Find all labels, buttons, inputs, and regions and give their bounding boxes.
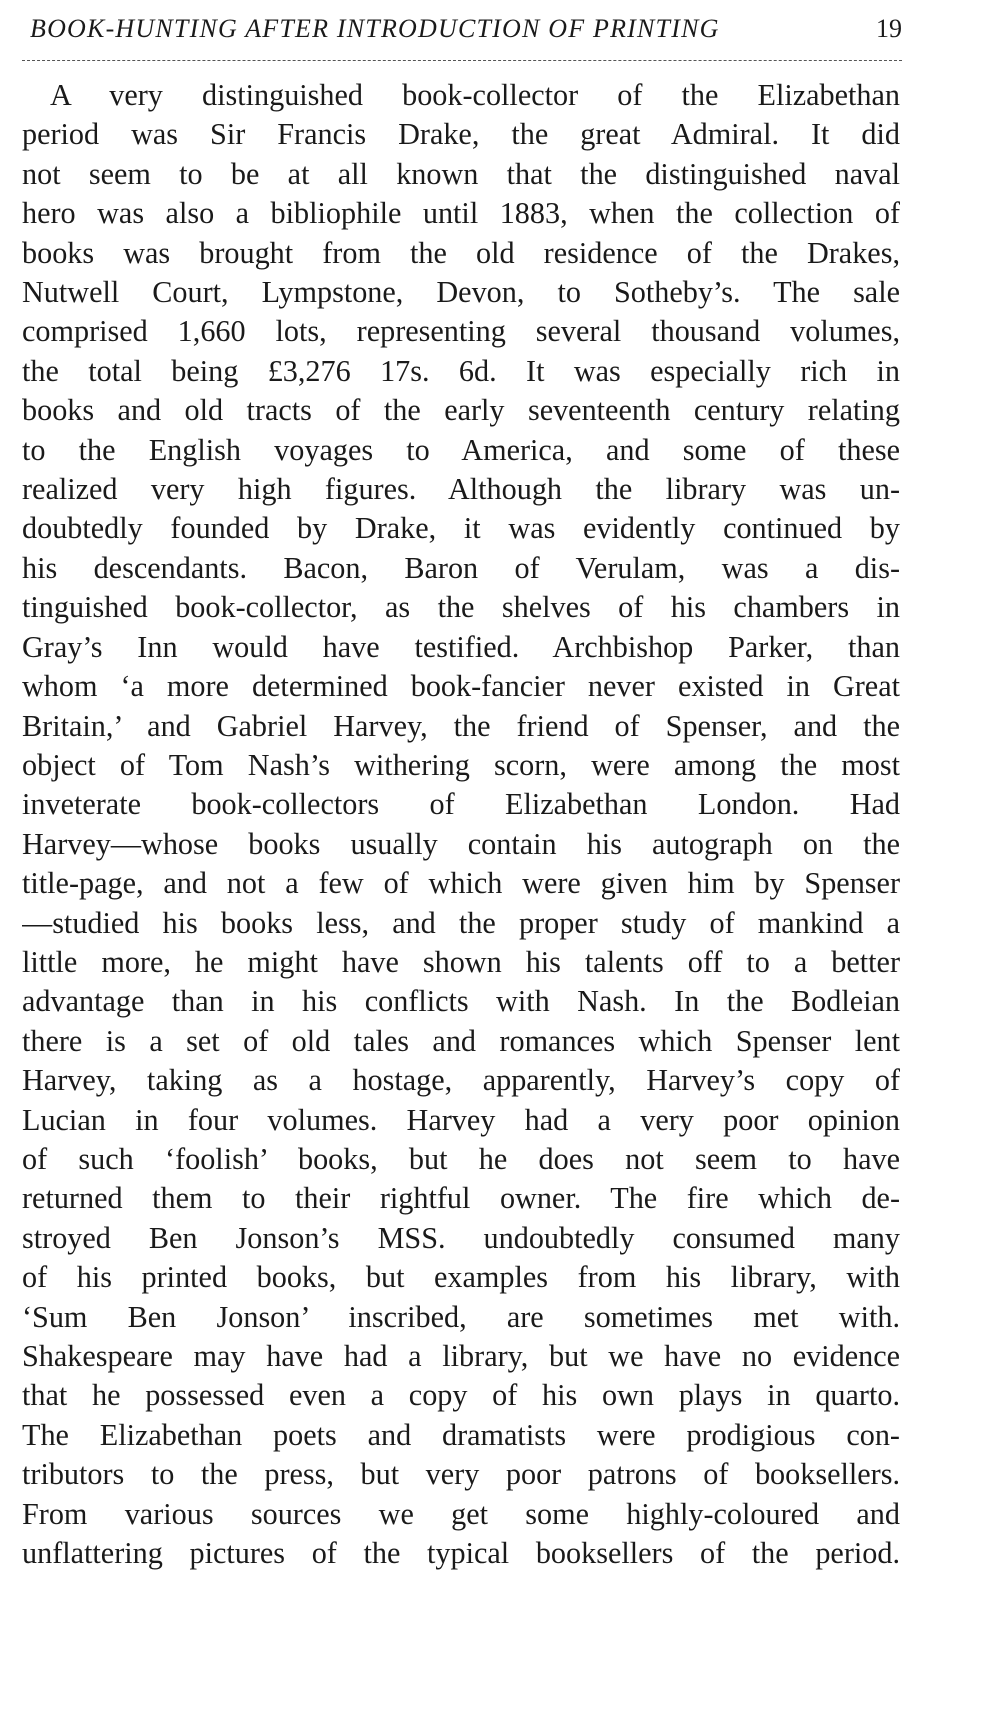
page-number: 19 — [876, 14, 902, 43]
text-line: Harvey, taking as a hostage, apparently, Harvey’s copy of — [22, 1063, 900, 1098]
text-line: that he possessed even a copy of his own plays in quarto. — [22, 1378, 900, 1413]
header-rule — [22, 60, 902, 61]
text-line: tributors to the press, but very poor patrons of booksellers. — [22, 1457, 900, 1492]
text-line: there is a set of old tales and romances which Spenser lent — [22, 1023, 900, 1058]
text-line: the total being £3,276 17s. 6d. It was especially rich in — [22, 353, 900, 388]
text-line: comprised 1,660 lots, representing several thousand volumes, — [22, 314, 900, 349]
text-line: Shakespeare may have had a library, but we have no evidence — [22, 1339, 900, 1373]
text-line: returned them to their rightful owner. The fire which de- — [22, 1181, 900, 1216]
text-line: not seem to be at all known that the distinguished naval — [22, 156, 900, 191]
text-line: of such ‘foolish’ books, but he does not seem to have — [22, 1141, 900, 1176]
text-line: A very distinguished book-collector of the Elizabethan — [50, 78, 900, 112]
text-line: Britain,’ and Gabriel Harvey, the friend of Spenser, and the — [22, 708, 900, 743]
text-line: books and old tracts of the early seventeenth century relating — [22, 393, 900, 428]
text-line: inveterate book-collectors of Elizabethan London. Had — [22, 787, 900, 822]
running-title: BOOK-HUNTING AFTER INTRODUCTION OF PRINTING — [30, 14, 720, 43]
text-line: little more, he might have shown his talents off to a better — [22, 944, 900, 979]
body-paragraph — [22, 76, 900, 1573]
text-line: books was brought from the old residence of the Drakes, — [22, 235, 900, 270]
text-line: Gray’s Inn would have testified. Archbishop Parker, than — [22, 629, 900, 664]
text-line: of his printed books, but examples from his library, with — [22, 1260, 900, 1295]
text-line: Lucian in four volumes. Harvey had a very poor opinion — [22, 1102, 900, 1137]
text-line: From various sources we get some highly-coloured and — [22, 1496, 900, 1531]
text-line: The Elizabethan poets and dramatists were prodigious con- — [22, 1417, 900, 1452]
text-line: unflattering pictures of the typical booksellers of the period. — [22, 1536, 900, 1571]
text-line: stroyed Ben Jonson’s MSS. undoubtedly consumed many — [22, 1220, 900, 1255]
text-line: period was Sir Francis Drake, the great Admiral. It did — [22, 117, 900, 152]
text-line: object of Tom Nash’s withering scorn, were among the most — [22, 747, 900, 782]
text-line: to the English voyages to America, and some of these — [22, 432, 900, 467]
text-line: ‘Sum Ben Jonson’ inscribed, are sometimes met with. — [22, 1299, 900, 1334]
text-line: his descendants. Bacon, Baron of Verulam, was a dis- — [22, 550, 900, 585]
book-page — [10, 0, 990, 1714]
text-line: realized very high figures. Although the library was un- — [22, 472, 900, 507]
text-line: Nutwell Court, Lympstone, Devon, to Sotheby’s. The sale — [22, 275, 900, 310]
text-line: Harvey—whose books usually contain his autograph on the — [22, 826, 900, 861]
text-line: whom ‘a more determined book-fancier never existed in Great — [22, 669, 900, 704]
text-line: title-page, and not a few of which were given him by Spenser — [22, 866, 900, 901]
running-head — [30, 14, 902, 50]
text-line: doubtedly founded by Drake, it was evidently continued by — [22, 511, 900, 546]
text-line: tinguished book-collector, as the shelves of his chambers in — [22, 590, 900, 625]
text-line: advantage than in his conflicts with Nash. In the Bodleian — [22, 984, 900, 1019]
text-line: —studied his books less, and the proper study of mankind a — [22, 905, 900, 940]
text-line: hero was also a bibliophile until 1883, when the collection of — [22, 196, 900, 231]
